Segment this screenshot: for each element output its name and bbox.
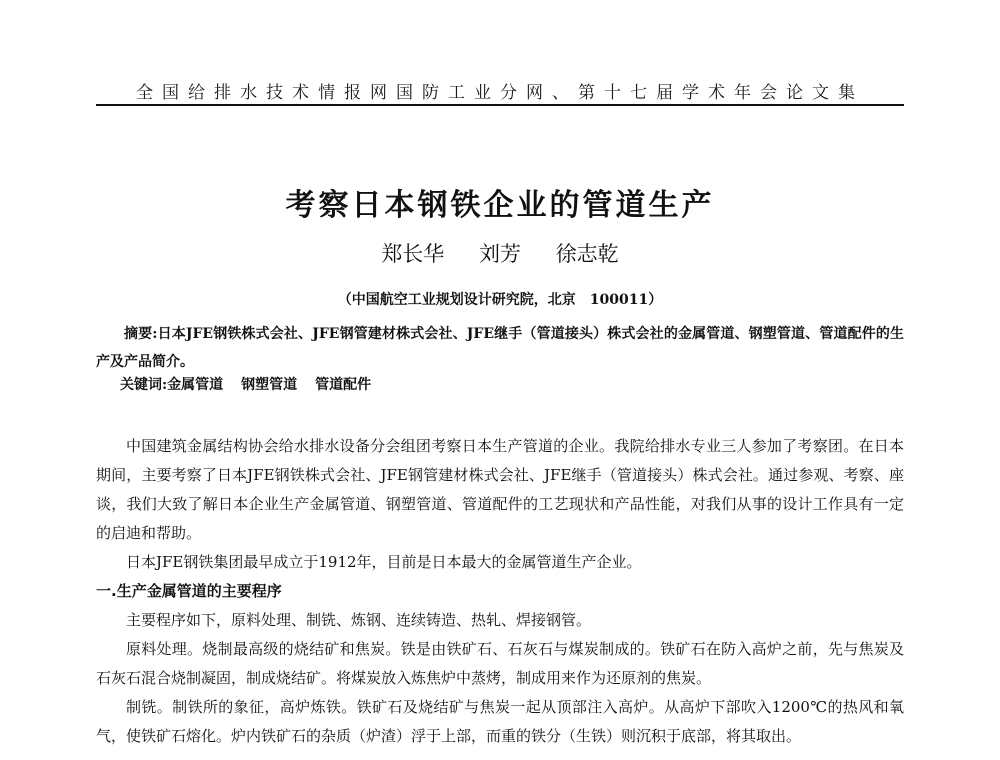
keyword: 管道配件: [315, 377, 372, 393]
body-paragraph: 中国建筑金属结构协会给水排水设备分会组团考察日本生产管道的企业。我院给排水专业三人参加了考察团。在日本期间，主要考察了日本JFE钢铁株式会社、JFE钢管建材株式会社、JFE继手（管道接头）株式会社。通过参观、考察、座谈，我们大致了解日本企业生产金属管道、钢塑管道、管道配件的工艺现状和产品性能，对我们从事的设计工作具有一定的启迪和帮助。: [96, 437, 904, 542]
header-rule: [96, 104, 904, 106]
section-heading: 一.生产金属管道的主要程序: [96, 582, 282, 600]
author-name: 徐志乾: [555, 242, 619, 266]
body-paragraph: 原料处理。烧制最高级的烧结矿和焦炭。铁是由铁矿石、石灰石与煤炭制成的。铁矿石在防入高炉之前，先与焦炭及石灰石混合烧制凝固，制成烧结矿。将煤炭放入炼焦炉中蒸烤，制成用来作为还原剂的焦炭。: [96, 640, 904, 687]
author-name: 郑长华: [381, 242, 445, 266]
author-name: 刘芳: [479, 242, 521, 266]
abstract-text: 日本JFE钢铁株式会社、JFE钢管建材株式会社、JFE继手（管道接头）株式会社的金属管道、钢塑管道、管道配件的生产及产品简介。: [96, 326, 905, 370]
abstract: 摘要:日本JFE钢铁株式会社、JFE钢管建材株式会社、JFE继手（管道接头）株式会社的金属管道、钢塑管道、管道配件的生产及产品简介。: [96, 326, 905, 370]
keyword: 金属管道: [167, 377, 224, 393]
body-paragraph: 主要程序如下，原料处理、制铣、炼钢、连续铸造、热轧、焊接钢管。: [126, 611, 592, 629]
body-text: [96, 432, 904, 751]
body-paragraph: 日本JFE钢铁集团最早成立于1912年，目前是日本最大的金属管道生产企业。: [126, 553, 642, 571]
affiliation: （中国航空工业规划设计研究院，北京 100011）: [337, 292, 663, 308]
running-header: 全国给排水技术情报网国防工业分网、第十七届学术年会论文集: [136, 83, 864, 103]
paper-title: 考察日本钢铁企业的管道生产: [285, 188, 715, 223]
keywords: 关键词:金属管道 钢塑管道 管道配件: [120, 377, 372, 393]
body-paragraph: 制铣。制铁所的象征，高炉炼铁。铁矿石及烧结矿与焦炭一起从顶部注入高炉。从高炉下部吹入1200℃的热风和氧气，使铁矿石熔化。炉内铁矿石的杂质（炉渣）浮于上部，而重的铁分（生铁）则沉积于底部，将其取出。: [96, 698, 904, 745]
keyword: 钢塑管道: [241, 377, 298, 393]
author-list: [96, 238, 904, 268]
keywords-label: 关键词: [120, 377, 162, 393]
abstract-label: 摘要: [124, 326, 153, 342]
